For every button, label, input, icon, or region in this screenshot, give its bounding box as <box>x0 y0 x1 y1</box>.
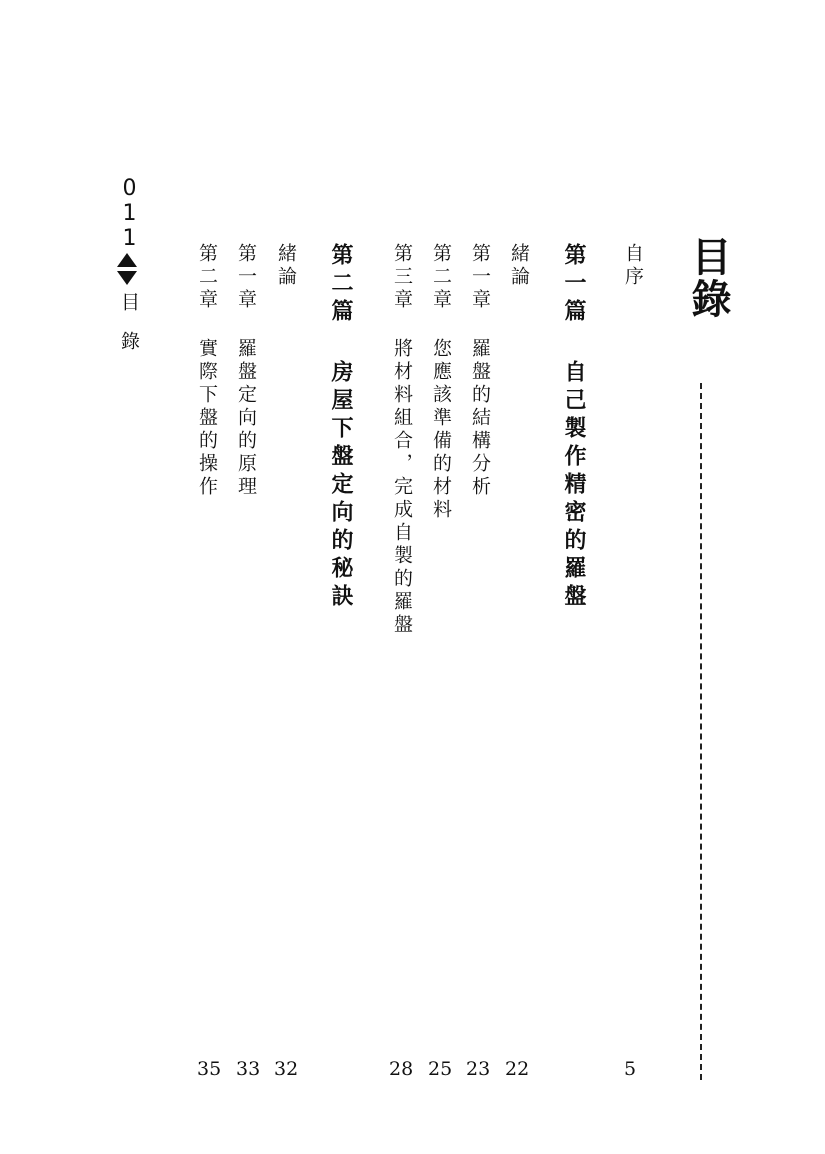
toc-entry-preface-label: 自序 <box>622 243 644 289</box>
part-2-chapter-2-page: 35 <box>197 1058 222 1080</box>
part-2-chapter-2-label: 第二章 <box>196 243 218 312</box>
title-dashed-rule <box>700 383 702 1080</box>
part-1-introduction-label: 緒論 <box>508 243 530 289</box>
part-1-chapter-1-title: 羅盤的結構分析 <box>469 338 491 499</box>
part-1-chapter-2-label: 第二章 <box>430 243 452 312</box>
part-2-label: 第二篇 <box>328 243 353 327</box>
part-2-chapter-2-title: 實際下盤的操作 <box>196 338 218 499</box>
part-1-chapter-2-page: 25 <box>428 1058 453 1080</box>
toc-entry-preface-page: 5 <box>624 1058 637 1080</box>
part-1-chapter-3-page: 28 <box>389 1058 414 1080</box>
part-2-chapter-1-page: 33 <box>236 1058 261 1080</box>
part-1-chapter-3-label: 第三章 <box>391 243 413 312</box>
folio-running-title: 目錄 <box>118 292 140 370</box>
toc-title: 目錄 <box>685 236 732 320</box>
part-2-introduction-page: 32 <box>274 1058 299 1080</box>
part-2-chapter-1-title: 羅盤定向的原理 <box>235 338 257 499</box>
part-1-label: 第一篇 <box>561 243 586 327</box>
part-1-chapter-2-title: 您應該準備的材料 <box>430 338 452 522</box>
part-2-chapter-1-label: 第一章 <box>235 243 257 312</box>
part-1-title: 自己製作精密的羅盤 <box>561 360 586 612</box>
part-2-title: 房屋下盤定向的秘訣 <box>328 360 353 612</box>
folio-page-number: 011 <box>117 176 142 251</box>
part-1-introduction-page: 22 <box>505 1058 530 1080</box>
part-2-introduction-label: 緒論 <box>275 243 297 289</box>
part-1-chapter-1-label: 第一章 <box>469 243 491 312</box>
diamond-marker-icon <box>116 252 138 286</box>
part-1-chapter-1-page: 23 <box>466 1058 491 1080</box>
part-1-chapter-3-title: 將材料組合，完成自製的羅盤 <box>391 338 413 637</box>
